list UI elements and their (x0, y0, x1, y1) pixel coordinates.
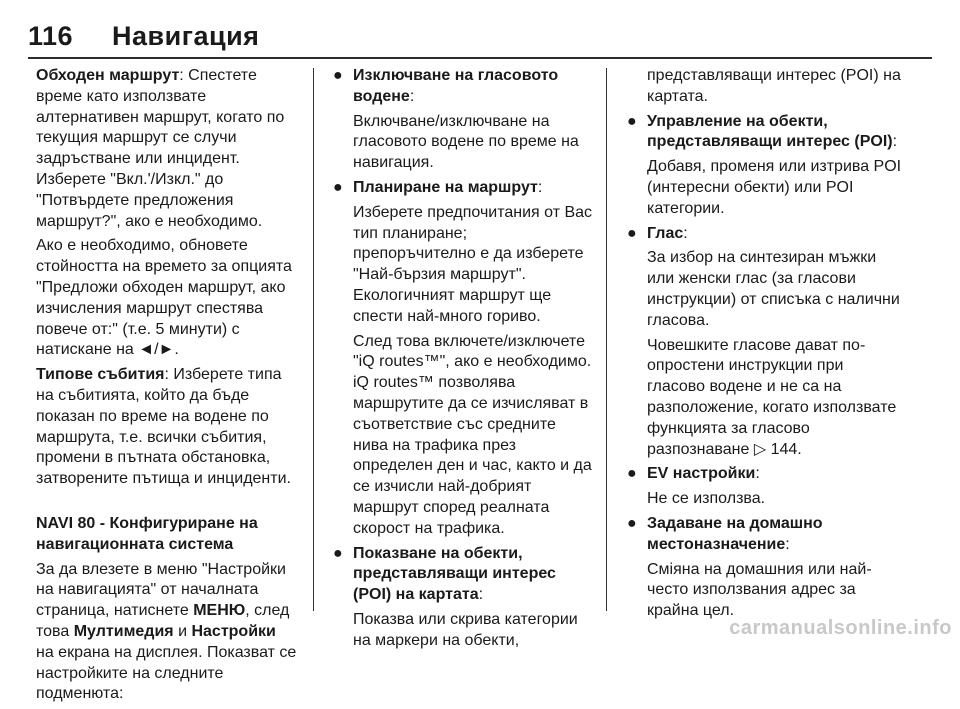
page-reference-icon: ▷ (753, 440, 767, 458)
paragraph-detour: Обходен маршрут: Спестете време като използвате алтернативен маршрут, когато по текущия маршрут се случи задръстване или инцидент. Изберете "Вкл.'/Изкл." до "Потвърдете предложения маршрут?", ако е необходимо. (36, 67, 285, 230)
header-rule (28, 57, 932, 59)
column-divider-1 (313, 68, 314, 611)
bullet-icon: ● (333, 544, 343, 562)
paragraph-event-types: Типове събития: Изберете типа на събитията, който да бъде показан по време на водене по маршрута, т.е. всички събития, промени в пътната обстановка, затворените пътища и инциденти. (36, 366, 291, 488)
list-item: ● Показване на обекти, представляващи интерес (POI) на картата: Показва или скрива категории на маркери на обекти, (333, 544, 578, 649)
term-event-types: Типове събития (36, 366, 165, 384)
bullet-icon: ● (333, 178, 343, 196)
bullet-icon: ● (627, 465, 637, 483)
paragraph-detour-time: Ако е необходимо, обновете стойността на времето за опцията "Предложи обходен маршрут, ако изчисления маршрут спестява повече от:" (т.е. 5 минути) с натискане на ◄/►. (36, 237, 292, 359)
list-item: ● Задаване на домашно местоназначение: Сміяна на домашния или най-често използвания адрес за крайна цел. (627, 514, 872, 620)
page-header (28, 6, 932, 52)
bullet-icon: ● (333, 67, 343, 84)
column-2 (330, 66, 594, 656)
column-divider-2 (606, 68, 607, 611)
page-title: Навигация (112, 21, 260, 51)
continued-text: представляващи интерес (POI) на картата. (647, 67, 901, 105)
list-item: ● Планиране на маршрут: Изберете предпочитания от Вас тип планиране; препоръчително е да изберете "Най-бързия маршрут". Екологичният маршрут ще спести най-много гориво. След това включете/изключете "iQ routes™", ако е необходимо. iQ routes™ позволява маршрутите да се изчисляват в съответствие със средните нива на трафика през определен ден и час, както и да се изчисли най-добрият маршрут според реалната скорост на трафика. (333, 178, 593, 537)
bullet-icon: ● (627, 112, 637, 130)
list-item: ● Изключване на гласовото водене: Включване/изключване на гласовото водене по време на навигация. (333, 67, 579, 172)
column-3 (624, 66, 904, 626)
paragraph-navi80: За да влезете в меню "Настройки на навигацията" от началната страница, натиснете МЕНЮ, след това Мултимедия и Настройки на екрана на дисплея. Показват се настройките на следните подменюта: (36, 560, 297, 703)
watermark: carmanualsonline.info (729, 617, 952, 639)
bullet-icon: ● (627, 514, 637, 532)
list-item: ● Управление на обекти, представляващи интерес (POI): Добавя, променя или изтрива POI (интересни обекти) или POI категории. (627, 112, 902, 217)
list-item: ● EV настройки: Не се използва. (627, 465, 766, 508)
column-1 (36, 66, 298, 709)
list-item: ● Глас: За избор на синтезиран мъжки или женски глас (за гласови инструкции) от списъка с налични гласова. Човешките гласове дават по-опростени инструкции при гласово водене и не са на разположение, когато използвате функцията за гласово разпознаване ▷ 144. (627, 224, 900, 458)
term-detour: Обходен маршрут (36, 67, 180, 84)
section-heading: NAVI 80 - Конфигуриране на навигационната система (36, 514, 258, 553)
bullet-icon: ● (627, 224, 637, 242)
page-number: 116 (28, 21, 74, 51)
